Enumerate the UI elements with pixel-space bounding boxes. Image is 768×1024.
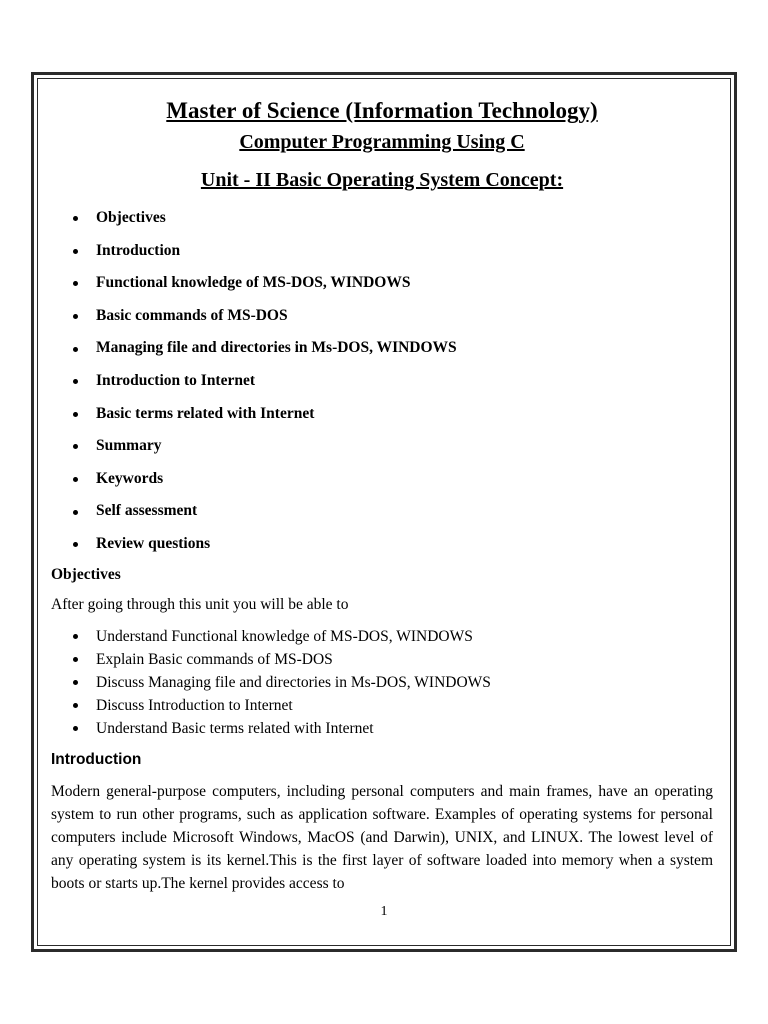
contents-item: Functional knowledge of MS-DOS, WINDOWS: [51, 267, 713, 300]
objective-item: Understand Functional knowledge of MS-DOS, WINDOWS: [51, 625, 713, 648]
introduction-heading: Introduction: [51, 750, 142, 768]
objectives-list: [51, 625, 713, 740]
contents-list: [51, 202, 713, 561]
contents-item: Self assessment: [51, 495, 713, 528]
contents-item: Keywords: [51, 463, 713, 496]
contents-item: Review questions: [51, 528, 713, 561]
objective-item: Understand Basic terms related with Internet: [51, 717, 713, 740]
objective-item: Explain Basic commands of MS-DOS: [51, 648, 713, 671]
contents-item: Introduction: [51, 235, 713, 268]
unit-title: Unit - II Basic Operating System Concept:: [200, 169, 564, 191]
introduction-paragraph: Modern general-purpose computers, including personal computers and main frames, have an operating system to run other programs, such as application software. Examples of operating systems for personal computers include Microsoft Windows, MacOS (and Darwin), UNIX, and LINUX. The lowest level of any operating system is its kernel.This is the first layer of software loaded into memory when a system boots or starts up.The kernel provides access to: [51, 782, 713, 893]
contents-item: Basic commands of MS-DOS: [51, 300, 713, 333]
document-subtitle: Computer Programming Using C: [239, 131, 525, 153]
contents-item: Introduction to Internet: [51, 365, 713, 398]
document-title: Master of Science (Information Technology): [166, 98, 598, 123]
objectives-intro: After going through this unit you will be able to: [51, 595, 349, 613]
contents-item: Objectives: [51, 202, 713, 235]
contents-item: Summary: [51, 430, 713, 463]
objective-item: Discuss Managing file and directories in Ms-DOS, WINDOWS: [51, 671, 713, 694]
document-content: [51, 94, 713, 896]
page-number: 1: [380, 904, 388, 919]
contents-item: Basic terms related with Internet: [51, 398, 713, 431]
objectives-heading: Objectives: [51, 565, 121, 583]
objective-item: Discuss Introduction to Internet: [51, 694, 713, 717]
contents-item: Managing file and directories in Ms-DOS, WINDOWS: [51, 332, 713, 365]
